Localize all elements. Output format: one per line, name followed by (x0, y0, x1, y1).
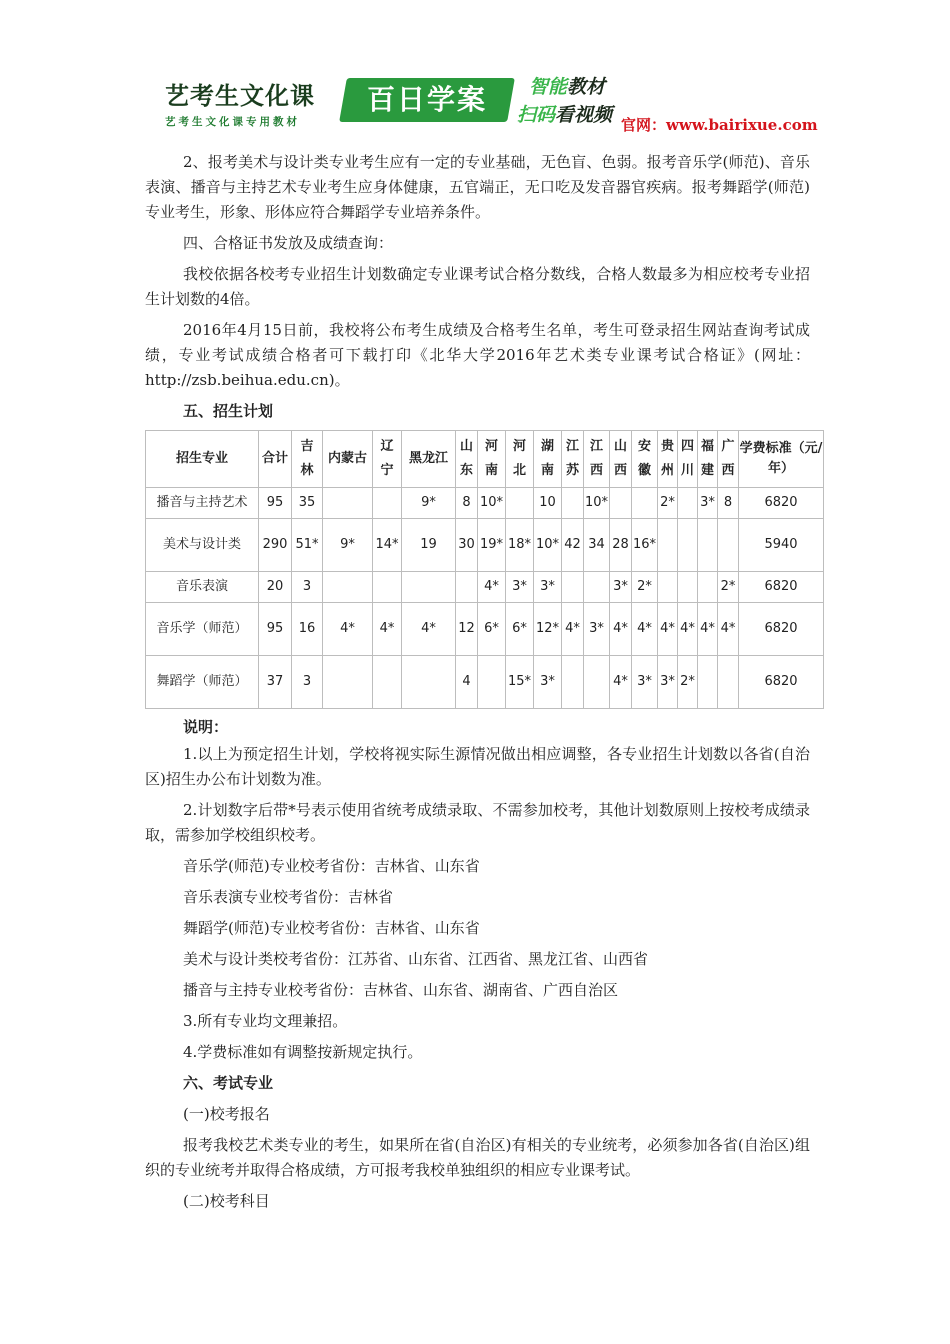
table-cell: 2* (718, 572, 739, 603)
table-cell: 4* (373, 603, 402, 656)
tagline-smart (529, 72, 605, 99)
table-cell: 37 (259, 656, 292, 709)
table-cell: 16* (632, 519, 658, 572)
table-cell: 35 (292, 488, 323, 519)
table-cell: 3 (292, 656, 323, 709)
table-cell: 4* (698, 603, 718, 656)
table-cell (373, 572, 402, 603)
table-cell: 95 (259, 603, 292, 656)
table-cell: 3* (534, 656, 562, 709)
table-row (146, 488, 824, 519)
table-cell: 15* (506, 656, 534, 709)
table-cell: 4* (478, 572, 506, 603)
table-cell (478, 656, 506, 709)
table-cell (562, 572, 584, 603)
table-cell: 4* (610, 656, 632, 709)
paragraph-registration: 报考我校艺术类专业的考生，如果所在省(自治区)有相关的专业统考，必须参加各省(自治区)组织的专业统考并取得合格成绩，方可报考我校单独组织的相应专业课考试。 (145, 1136, 810, 1179)
table-cell: 4* (610, 603, 632, 656)
header-cell: 贵州 (658, 431, 678, 488)
table-cell: 6820 (739, 572, 824, 603)
header-cell: 合计 (259, 431, 292, 488)
table-cell: 19 (402, 519, 456, 572)
table-cell (698, 656, 718, 709)
subheading-registration: (一)校考报名 (183, 1105, 270, 1123)
table-cell (632, 488, 658, 519)
heading-notes: 说明： (183, 718, 229, 736)
header-cell: 山西 (610, 431, 632, 488)
table-cell: 2* (658, 488, 678, 519)
header-cell: 河南 (478, 431, 506, 488)
major-cell: 舞蹈学（师范） (146, 656, 259, 709)
table-row (146, 519, 824, 572)
header-banner (165, 72, 818, 134)
table-cell (373, 488, 402, 519)
table-cell: 20 (259, 572, 292, 603)
table-cell: 6* (506, 603, 534, 656)
header-cell: 招生专业 (146, 431, 259, 488)
table-cell: 10* (584, 488, 610, 519)
table-cell (323, 572, 373, 603)
table-cell: 3* (610, 572, 632, 603)
table-cell (584, 656, 610, 709)
table-row (146, 656, 824, 709)
table-cell: 14* (373, 519, 402, 572)
tagline-smart-a: 智能 (529, 76, 568, 98)
header-cell: 黑龙江 (402, 431, 456, 488)
header-cell: 湖南 (534, 431, 562, 488)
table-cell: 8 (456, 488, 478, 519)
table-cell: 3* (632, 656, 658, 709)
header-cell: 辽宁 (373, 431, 402, 488)
table-cell: 12 (456, 603, 478, 656)
table-cell: 4* (402, 603, 456, 656)
note-2-performance: 音乐表演专业校考省份：吉林省 (183, 888, 394, 906)
table-row (146, 603, 824, 656)
table-cell (562, 656, 584, 709)
table-cell: 4* (658, 603, 678, 656)
note-2-broadcast: 播音与主持专业校考省份：吉林省、山东省、湖南省、广西自治区 (183, 981, 619, 999)
table-cell: 4* (718, 603, 739, 656)
header-cell: 吉林 (292, 431, 323, 488)
table-cell (718, 519, 739, 572)
table-cell: 10* (534, 519, 562, 572)
table-cell: 6820 (739, 603, 824, 656)
table-cell (456, 572, 478, 603)
paragraph-results: 2016年4月15日前，我校将公布考生成绩及合格考生名单，考生可登录招生网站查询考试成绩，专业考试成绩合格者可下载打印《北华大学2016年艺术类专业课考试合格证》(网址：http://zsb.beihua.edu.cn)。 (145, 321, 810, 389)
header-cell: 学费标准（元/年） (739, 431, 824, 488)
table-cell: 3* (584, 603, 610, 656)
note-2: 2.计划数字后带*号表示使用省统考成绩录取、不需参加校考，其他计划数原则上按校考成绩录取，需参加学校组织校考。 (145, 801, 810, 844)
note-2-music: 音乐学(师范)专业校考省份：吉林省、山东省 (183, 857, 480, 875)
enrollment-plan-table (145, 430, 824, 709)
note-1: 1.以上为预定招生计划，学校将视实际生源情况做出相应调整，各专业招生计划数以各省(自治区)招生办公布计划数为准。 (145, 745, 810, 788)
table-cell: 8 (718, 488, 739, 519)
table-cell: 3* (658, 656, 678, 709)
brand-title: 艺考生文化课 (165, 82, 315, 110)
tagline-smart-b: 教材 (567, 76, 606, 98)
table-cell: 10* (478, 488, 506, 519)
table-cell (373, 656, 402, 709)
table-cell: 12* (534, 603, 562, 656)
brand-logo (165, 76, 345, 129)
table-cell: 95 (259, 488, 292, 519)
table-cell (506, 488, 534, 519)
table-cell: 4* (323, 603, 373, 656)
subheading-subjects: (二)校考科目 (183, 1192, 270, 1210)
note-3: 3.所有专业均文理兼招。 (183, 1012, 348, 1030)
header-cell: 内蒙古 (323, 431, 373, 488)
heading-exam-majors: 六、考试专业 (183, 1074, 274, 1092)
brand-subtitle: 艺考生文化课专用教材 (165, 116, 300, 128)
table-cell: 3* (534, 572, 562, 603)
brand-box (339, 78, 515, 122)
website-link[interactable]: 官网：www.bairixue.com (621, 116, 818, 134)
table-cell: 3 (292, 572, 323, 603)
heading-certificate: 四、合格证书发放及成绩查询： (183, 234, 394, 252)
table-cell (323, 488, 373, 519)
header-cell: 江西 (584, 431, 610, 488)
major-cell: 播音与主持艺术 (146, 488, 259, 519)
major-cell: 音乐学（师范） (146, 603, 259, 656)
table-cell (678, 488, 698, 519)
table-cell: 16 (292, 603, 323, 656)
table-cell: 290 (259, 519, 292, 572)
table-cell: 3* (506, 572, 534, 603)
note-2-art: 美术与设计类校考省份：江苏省、山东省、江西省、黑龙江省、山西省 (183, 950, 649, 968)
table-cell: 6* (478, 603, 506, 656)
tagline-scan-b: 看视频 (555, 104, 613, 126)
paragraph-pass-line: 我校依据各校考专业招生计划数确定专业课考试合格分数线，合格人数最多为相应校考专业招生计划数的4倍。 (145, 265, 810, 308)
note-4: 4.学费标准如有调整按新规定执行。 (183, 1043, 423, 1061)
brand-box-text: 百日学案 (366, 83, 487, 116)
tagline-scan-a: 扫码 (517, 104, 556, 126)
header-cell: 广西 (718, 431, 739, 488)
table-cell: 6820 (739, 656, 824, 709)
document-body (145, 150, 823, 1220)
major-cell: 音乐表演 (146, 572, 259, 603)
table-cell (698, 519, 718, 572)
table-cell: 2* (632, 572, 658, 603)
table-cell: 3* (698, 488, 718, 519)
table-cell: 42 (562, 519, 584, 572)
table-cell: 10 (534, 488, 562, 519)
header-cell: 四川 (678, 431, 698, 488)
table-cell: 4* (678, 603, 698, 656)
table-cell: 18* (506, 519, 534, 572)
table-cell (718, 656, 739, 709)
table-cell: 4* (562, 603, 584, 656)
table-cell (584, 572, 610, 603)
table-cell: 9* (402, 488, 456, 519)
table-cell: 2* (678, 656, 698, 709)
table-cell: 9* (323, 519, 373, 572)
table-cell (402, 572, 456, 603)
table-cell: 19* (478, 519, 506, 572)
note-2-dance: 舞蹈学(师范)专业校考省份：吉林省、山东省 (183, 919, 480, 937)
table-header-row (146, 431, 824, 488)
table-cell (658, 519, 678, 572)
table-cell (678, 519, 698, 572)
table-cell: 34 (584, 519, 610, 572)
table-cell: 5940 (739, 519, 824, 572)
header-cell: 福建 (698, 431, 718, 488)
table-row (146, 572, 824, 603)
table-cell: 30 (456, 519, 478, 572)
table-cell (678, 572, 698, 603)
table-cell (562, 488, 584, 519)
table-cell: 6820 (739, 488, 824, 519)
table-cell: 28 (610, 519, 632, 572)
table-cell (610, 488, 632, 519)
table-cell: 4 (456, 656, 478, 709)
tagline-scan (517, 100, 612, 127)
table-cell (323, 656, 373, 709)
table-cell (698, 572, 718, 603)
heading-enrollment-plan: 五、招生计划 (183, 402, 274, 420)
table-cell (658, 572, 678, 603)
header-cell: 安徽 (632, 431, 658, 488)
header-cell: 山东 (456, 431, 478, 488)
table-cell: 4* (632, 603, 658, 656)
header-cell: 江苏 (562, 431, 584, 488)
header-cell: 河北 (506, 431, 534, 488)
major-cell: 美术与设计类 (146, 519, 259, 572)
paragraph-requirements: 2、报考美术与设计类专业考生应有一定的专业基础，无色盲、色弱。报考音乐学(师范)、音乐表演、播音与主持艺术专业考生应身体健康，五官端正，无口吃及发音器官疾病。报考舞蹈学(师范)专业考生，形象、形体应符合舞蹈学专业培养条件。 (145, 153, 810, 221)
table-cell: 51* (292, 519, 323, 572)
table-cell (402, 656, 456, 709)
